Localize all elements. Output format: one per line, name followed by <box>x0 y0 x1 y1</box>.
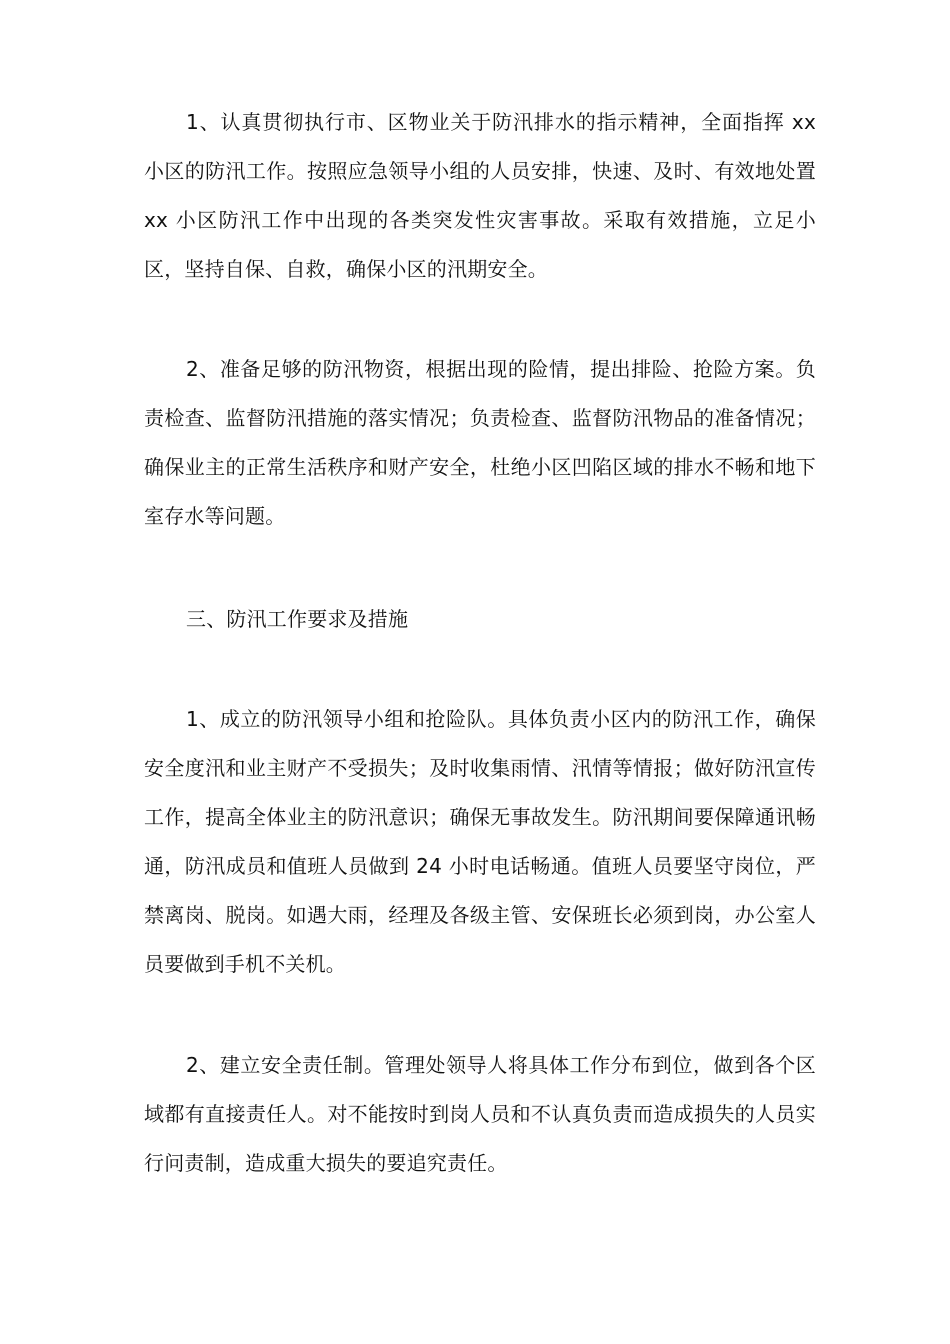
paragraph-responsibility-1: 1、认真贯彻执行市、区物业关于防汛排水的指示精神，全面指挥 xx 小区的防汛工作。按照应急领导小组的人员安排，快速、及时、有效地处置 xx 小区防汛工作中出现的各类突发性灾害事故。采取有效措施，立足小区，坚持自保、自救，确保小区的汛期安全。 <box>144 110 816 281</box>
paragraph-responsibility-2: 2、准备足够的防汛物资，根据出现的险情，提出排险、抢险方案。负责检查、监督防汛措施的落实情况；负责检查、监督防汛物品的准备情况；确保业主的正常生活秩序和财产安全，杜绝小区凹陷区域的排水不畅和地下室存水等问题。 <box>144 357 816 528</box>
paragraph-requirement-1: 1、成立的防汛领导小组和抢险队。具体负责小区内的防汛工作，确保安全度汛和业主财产不受损失；及时收集雨情、汛情等情报；做好防汛宣传工作，提高全体业主的防汛意识；确保无事故发生。防汛期间要保障通讯畅通，防汛成员和值班人员做到 24 小时电话畅通。值班人员要坚守岗位，严禁离岗、脱岗。如遇大雨，经理及各级主管、安保班长必须到岗，办公室人员要做到手机不关机。 <box>144 707 816 976</box>
paragraph-requirement-2: 2、建立安全责任制。管理处领导人将具体工作分布到位，做到各个区域都有直接责任人。对不能按时到岗人员和不认真负责而造成损失的人员实行问责制，造成重大损失的要追究责任。 <box>144 1053 816 1175</box>
section-heading: 三、防汛工作要求及措施 <box>186 607 409 631</box>
